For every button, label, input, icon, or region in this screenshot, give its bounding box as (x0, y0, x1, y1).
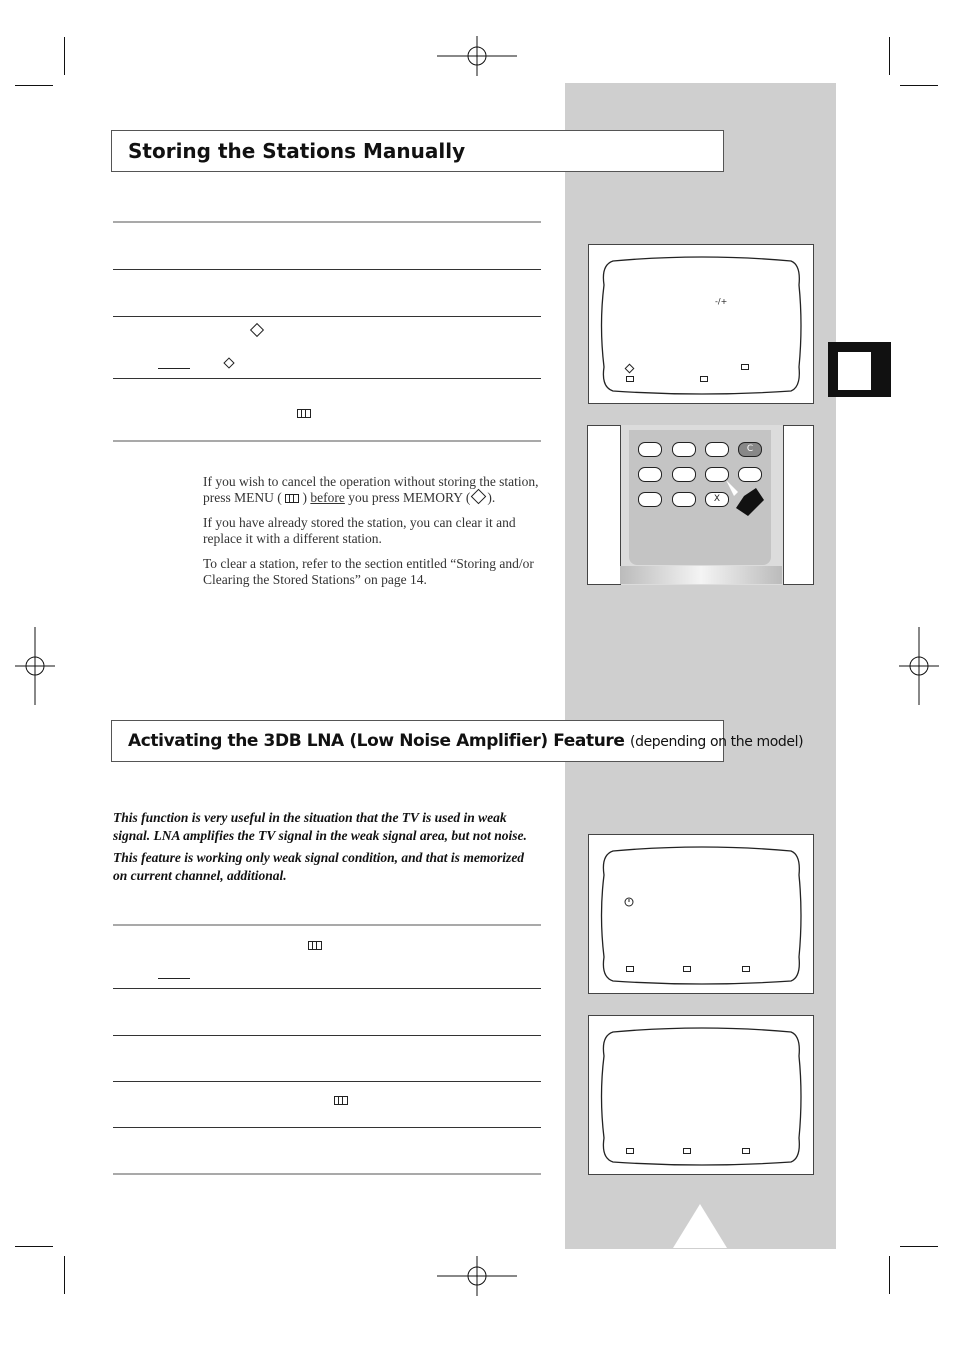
separator (113, 1035, 541, 1036)
tv-screen-illustration (588, 1015, 814, 1175)
separator (113, 988, 541, 989)
menu-icon (334, 1096, 348, 1105)
crop-mark (900, 1246, 938, 1247)
separator (113, 221, 541, 223)
crop-mark (889, 37, 890, 75)
down-button[interactable] (638, 492, 662, 507)
memory-icon (471, 489, 487, 505)
crop-mark (889, 1256, 890, 1294)
intro-paragraph: This function is very useful in the situation that the TV is used in weak signal. LNA amplifies the TV signal in the weak signal area, but not noise. (113, 810, 527, 843)
section-title: Storing the Stations Manually (128, 139, 466, 163)
page-triangle (673, 1204, 727, 1248)
crop-mark (15, 85, 53, 86)
up-button[interactable] (638, 467, 662, 482)
separator (113, 316, 541, 317)
separator (113, 1081, 541, 1082)
record-button[interactable] (638, 442, 662, 457)
notes-block (203, 474, 543, 597)
intro-block (113, 809, 533, 889)
section-title-main: Activating the 3DB LNA (Low Noise Amplifier) Feature (128, 731, 625, 751)
menu-icon (742, 1148, 750, 1154)
crop-mark (64, 1256, 65, 1294)
tv-screen-illustration (588, 834, 814, 994)
note-emphasis: before (310, 490, 345, 505)
clear-button[interactable]: C (738, 442, 762, 457)
adjust-icon (626, 1148, 634, 1154)
note-text: ). (487, 490, 496, 505)
section-title-box (111, 720, 804, 762)
memory-icon (223, 357, 234, 368)
crop-mark (64, 37, 65, 75)
remote-illustration (587, 425, 814, 585)
menu-icon (742, 966, 750, 972)
chapter-tab (828, 342, 891, 397)
note-clear: To clear a station, refer to the section entitled “Storing and/or Clearing the Stored Stations” on page 14. (203, 556, 534, 587)
note-cancel (203, 474, 543, 506)
separator (113, 378, 541, 379)
crop-mark (15, 1246, 53, 1247)
section-title (128, 731, 803, 751)
tv-minus-plus-icon: -/+ (715, 297, 728, 306)
separator (113, 924, 541, 926)
pause-button[interactable] (705, 442, 729, 457)
note-text: If you wish to cancel the operation without storing the station, press MENU ( (203, 474, 539, 505)
timer-icon (624, 897, 634, 907)
menu-icon (285, 494, 299, 503)
blank-button[interactable] (672, 467, 696, 482)
separator (113, 440, 541, 442)
select-icon (683, 1148, 691, 1154)
registration-mark (437, 36, 517, 76)
section-title-box (111, 130, 724, 172)
eject-button[interactable] (672, 442, 696, 457)
registration-mark (899, 627, 939, 705)
intro-paragraph: This feature is working only weak signal condition, and that is memorized on current channel, additional. (113, 850, 525, 883)
menu-icon (741, 364, 749, 370)
chapter-tab-window (838, 352, 871, 390)
registration-mark (437, 1256, 517, 1296)
underline-mark (158, 978, 190, 979)
adjust-icon (626, 966, 634, 972)
adjust-icon (626, 376, 634, 382)
select-icon (683, 966, 691, 972)
pointer-arrow-icon (718, 470, 768, 520)
underline-mark (158, 368, 190, 369)
separator (113, 1127, 541, 1128)
section-title-sub: (depending on the model) (630, 734, 804, 750)
remote-bottom (620, 566, 782, 584)
select-icon (700, 376, 708, 382)
menu-icon (297, 409, 311, 418)
separator (113, 269, 541, 270)
menu-icon (308, 941, 322, 950)
registration-mark (15, 627, 55, 705)
memory-icon (250, 323, 264, 337)
crop-mark (900, 85, 938, 86)
note-replace: If you have already stored the station, you can clear it and replace it with a different station. (203, 515, 516, 546)
note-text: you press MEMORY ( (344, 490, 471, 505)
note-text: ) (302, 490, 311, 505)
separator (113, 1173, 541, 1175)
cancel-button[interactable]: X (705, 492, 729, 507)
blank-button[interactable] (672, 492, 696, 507)
tv-screen-illustration (588, 244, 814, 404)
